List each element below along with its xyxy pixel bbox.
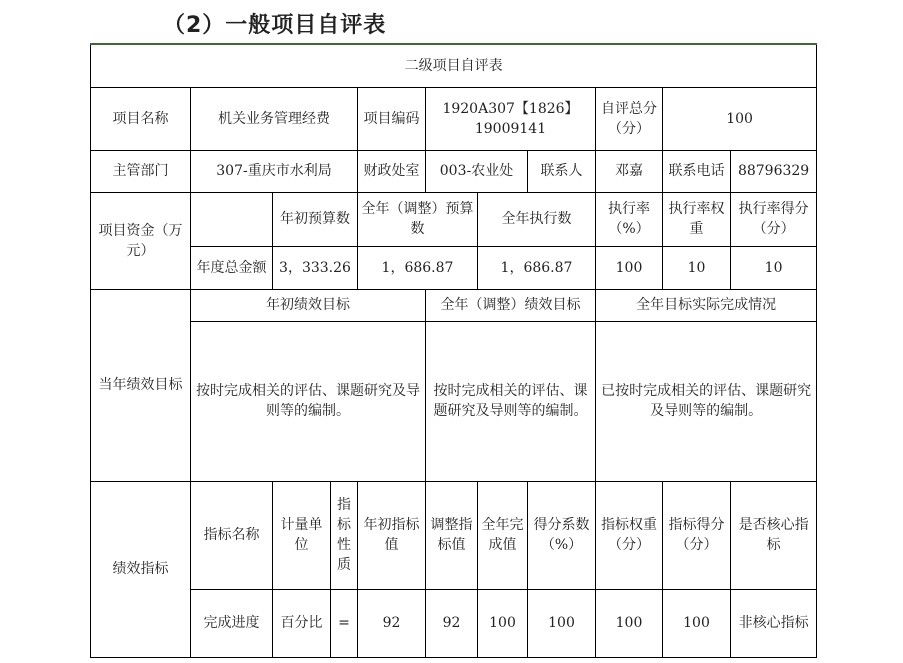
indicators-label: 绩效指标 bbox=[91, 481, 191, 657]
phone-label: 联系电话 bbox=[663, 150, 731, 192]
annual-total-label: 年度总金额 bbox=[191, 246, 273, 289]
goal-text: 按时完成相关的评估、课题研究及导则等的编制。 bbox=[426, 321, 596, 481]
goals-header: 年初绩效目标 bbox=[191, 289, 426, 321]
funds-header: 执行率（%） bbox=[596, 192, 663, 246]
indicator-cell: 完成进度 bbox=[191, 589, 273, 657]
self-score-value: 100 bbox=[663, 87, 817, 150]
project-code-label: 项目编码 bbox=[358, 87, 426, 150]
funds-value: 100 bbox=[596, 246, 663, 289]
table-title: 二级项目自评表 bbox=[91, 44, 817, 87]
indicator-cell: 非核心指标 bbox=[731, 589, 817, 657]
funds-header: 执行率权重 bbox=[663, 192, 731, 246]
indicator-cell: 92 bbox=[426, 589, 478, 657]
finance-office-label: 财政处室 bbox=[358, 150, 426, 192]
annual-goals-label: 当年绩效目标 bbox=[91, 289, 191, 481]
project-name-value: 机关业务管理经费 bbox=[191, 87, 358, 150]
indicator-header: 调整指标值 bbox=[426, 481, 478, 589]
indicator-header: 年初指标值 bbox=[358, 481, 426, 589]
funds-label: 项目资金（万元） bbox=[91, 192, 191, 289]
indicator-cell: 100 bbox=[596, 589, 663, 657]
dept-value: 307-重庆市水利局 bbox=[191, 150, 358, 192]
indicator-header: 是否核心指标 bbox=[731, 481, 817, 589]
indicator-cell: 92 bbox=[358, 589, 426, 657]
indicator-header: 指标名称 bbox=[191, 481, 273, 589]
goals-header: 全年目标实际完成情况 bbox=[596, 289, 817, 321]
funds-value: 1，686.87 bbox=[478, 246, 596, 289]
indicator-cell: 100 bbox=[663, 589, 731, 657]
goals-header: 全年（调整）绩效目标 bbox=[426, 289, 596, 321]
self-score-label: 自评总分（分） bbox=[596, 87, 663, 150]
funds-value: 1，686.87 bbox=[358, 246, 478, 289]
goal-text: 已按时完成相关的评估、课题研究及导则等的编制。 bbox=[596, 321, 817, 481]
self-evaluation-table bbox=[90, 43, 817, 658]
page-heading: （2）一般项目自评表 bbox=[163, 13, 387, 38]
funds-value: 10 bbox=[731, 246, 817, 289]
funds-header: 全年（调整）预算数 bbox=[358, 192, 478, 246]
goal-text: 按时完成相关的评估、课题研究及导则等的编制。 bbox=[191, 321, 426, 481]
indicator-header: 全年完成值 bbox=[478, 481, 528, 589]
funds-blank-cell bbox=[191, 192, 273, 246]
funds-header: 执行率得分（分） bbox=[731, 192, 817, 246]
indicator-header: 指标性质 bbox=[331, 481, 358, 589]
indicator-header: 得分系数（%） bbox=[528, 481, 596, 589]
contact-value: 邓嘉 bbox=[596, 150, 663, 192]
indicator-cell: 100 bbox=[478, 589, 528, 657]
project-name-label: 项目名称 bbox=[91, 87, 191, 150]
indicator-cell: = bbox=[331, 589, 358, 657]
dept-label: 主管部门 bbox=[91, 150, 191, 192]
funds-header: 全年执行数 bbox=[478, 192, 596, 246]
finance-office-value: 003-农业处 bbox=[426, 150, 528, 192]
funds-header: 年初预算数 bbox=[273, 192, 358, 246]
indicator-cell: 100 bbox=[528, 589, 596, 657]
indicator-cell: 百分比 bbox=[273, 589, 331, 657]
table-row bbox=[91, 589, 817, 657]
phone-value: 88796329 bbox=[731, 150, 817, 192]
indicator-header: 指标权重（分） bbox=[596, 481, 663, 589]
indicator-header: 指标得分（分） bbox=[663, 481, 731, 589]
indicator-header: 计量单位 bbox=[273, 481, 331, 589]
funds-value: 10 bbox=[663, 246, 731, 289]
funds-value: 3，333.26 bbox=[273, 246, 358, 289]
contact-label: 联系人 bbox=[528, 150, 596, 192]
project-code-value: 1920A307【1826】19009141 bbox=[426, 87, 596, 150]
